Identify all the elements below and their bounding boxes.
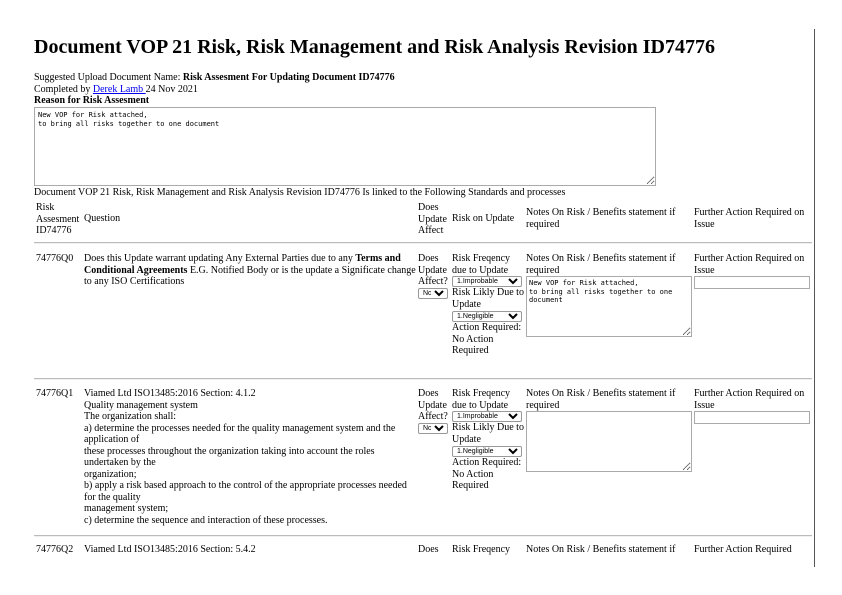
completed-date: 24 Nov 2021 (145, 83, 198, 95)
notes-label: Notes On Risk / Benefits statement if required (526, 253, 676, 276)
header-question: Question (84, 213, 121, 224)
suggested-name-value: Risk Assesment For Updating Document ID74776 (182, 72, 395, 83)
suggested-name-label: Suggested Upload Document Name: (34, 72, 183, 83)
affect-label: Does (418, 544, 439, 555)
likely-label: Risk Likly Due to Update (452, 422, 524, 445)
suggested-name-line (34, 72, 794, 84)
completed-label: Completed by (34, 83, 93, 95)
affect-select[interactable] (418, 423, 448, 434)
action-value: No Action Required (452, 333, 494, 356)
freq-select[interactable] (452, 276, 522, 287)
notes-cell (526, 388, 694, 472)
row-divider (34, 378, 812, 380)
linked-standards-text: Document VOP 21 Risk, Risk Management and Risk Analysis Revision ID74776 Is linked to the Following Standards and processes (34, 187, 566, 198)
header-risk: Risk on Update (452, 213, 515, 224)
likely-select[interactable] (452, 446, 522, 457)
likely-select[interactable] (452, 311, 522, 322)
row-id: 74776Q0 (36, 253, 74, 264)
risk-cell (452, 253, 526, 357)
further-input[interactable] (694, 276, 810, 289)
header-id: Risk Assesment ID74776 (36, 202, 80, 236)
notes-cell (526, 253, 694, 337)
reason-label: Reason for Risk Assesment (34, 95, 150, 106)
further-label: Further Action Required on Issue (694, 253, 805, 276)
action-value: No Action Required (452, 468, 494, 491)
row-divider (34, 242, 812, 244)
further-cell (694, 253, 812, 289)
row-question: Viamed Ltd ISO13485:2016 Section: 4.1.2 Quality management system The organization shall: a) determine the processes needed for the quality management system and the application of these processes throughout the organization taking into account the roles undertaken by the organization; b) apply a risk based approach to the control of the appropriate processes needed for the quality management system; c) determine the sequence and interaction of these processes. (84, 388, 407, 526)
row-question (84, 253, 418, 288)
notes-textarea[interactable] (526, 276, 692, 337)
page-title: Document VOP 21 Risk, Risk Management and Risk Analysis Revision ID74776 (34, 36, 715, 58)
affect-select[interactable] (418, 288, 448, 299)
question-text: Does this Update warrant updating Any External Parties due to any (84, 253, 356, 264)
further-label: Further Action Required (694, 544, 792, 555)
header-affect: Does Update Affect (418, 202, 447, 236)
row-divider (34, 535, 812, 537)
affect-cell (418, 253, 452, 299)
affect-label: Does Update Affect? (418, 253, 448, 287)
further-cell (694, 388, 812, 424)
table-header (34, 202, 812, 238)
question-text-end: E.G. Notified Body or is the update a Significate change to any ISO Certifications (84, 264, 416, 287)
further-input[interactable] (694, 411, 810, 424)
action-label: Action Required: (452, 322, 522, 333)
reason-textarea[interactable] (34, 107, 656, 186)
table-row (34, 253, 812, 373)
question-bold-text: Terms and Conditional Agreements (84, 253, 401, 276)
likely-label: Risk Likly Due to Update (452, 287, 524, 310)
affect-cell (418, 388, 452, 434)
affect-label: Does Update Affect? (418, 388, 448, 422)
header-notes: Notes On Risk / Benefits statement if required (526, 207, 676, 230)
header-further: Further Action Required on Issue (694, 207, 805, 230)
completed-line (34, 84, 794, 96)
table-row (34, 544, 812, 558)
row-id: 74776Q1 (36, 388, 74, 399)
notes-label: Notes On Risk / Benefits statement if required (526, 388, 676, 411)
notes-textarea[interactable] (526, 411, 692, 472)
further-label: Further Action Required on Issue (694, 388, 805, 411)
table-row (34, 388, 812, 530)
freq-label: Risk Freqency due to Update (452, 253, 511, 276)
freq-label: Risk Freqency due to Update (452, 388, 511, 411)
risk-cell (452, 388, 526, 492)
document-meta (34, 72, 794, 107)
freq-label: Risk Freqency (452, 544, 511, 555)
page-right-border (814, 29, 815, 567)
row-question: Viamed Ltd ISO13485:2016 Section: 5.4.2 (84, 544, 256, 555)
row-id: 74776Q2 (36, 544, 74, 555)
notes-label: Notes On Risk / Benefits statement if (526, 544, 676, 555)
completed-by-link[interactable]: Derek Lamb (92, 83, 146, 95)
freq-select[interactable] (452, 411, 522, 422)
action-label: Action Required: (452, 457, 522, 468)
